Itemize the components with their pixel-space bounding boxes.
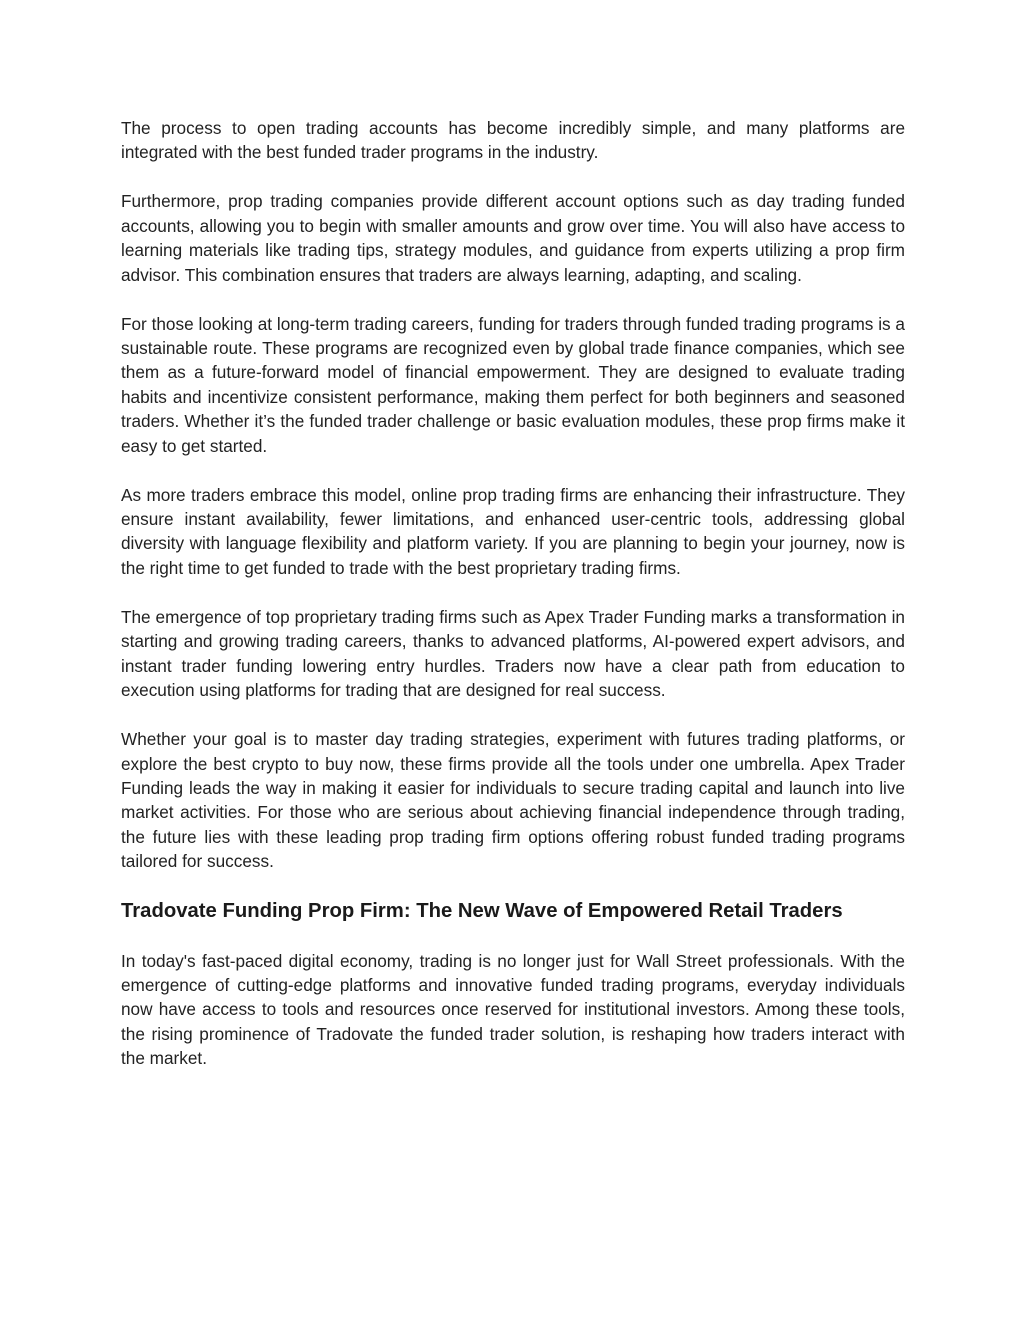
paragraph-goals: Whether your goal is to master day trading strategies, experiment with futures trading platforms, or explore the best crypto to buy now, these firms provide all the tools under one umbrella. Apex Trader Funding leads the way in making it easier for individuals to secure trading capital and launch into live market activities. For those who are serious about achieving financial independence through trading, the future lies with these leading prop trading firm options offering robust funded trading programs tailored for success. [121,729,905,872]
paragraph-open-accounts: The process to open trading accounts has become incredibly simple, and many platforms are integrated with the best funded trader programs in the industry. [121,118,905,163]
paragraph-account-options: Furthermore, prop trading companies provide different account options such as day trading funded accounts, allowing you to begin with smaller amounts and grow over time. You will also have access to learning materials like trading tips, strategy modules, and guidance from experts utilizing a prop firm advisor. This combination ensures that traders are always learning, adapting, and scaling. [121,191,905,285]
document-page [121,116,905,1095]
paragraph-long-term-careers: For those looking at long-term trading careers, funding for traders through funded trading programs is a sustainable route. These programs are recognized even by global trade finance companies, which see them as a future-forward model of financial empowerment. They are designed to evaluate trading habits and incentivize consistent performance, making them perfect for both beginners and seasoned traders. Whether it’s the funded trader challenge or basic evaluation modules, these prop firms make it easy to get started. [121,313,905,456]
paragraph-infrastructure: As more traders embrace this model, online prop trading firms are enhancing their infrastructure. They ensure instant availability, fewer limitations, and enhanced user-centric tools, addressing global diversity with language flexibility and platform variety. If you are planning to begin your journey, now is the right time to get funded to trade with the best proprietary trading firms. [121,484,905,578]
paragraph-digital-economy: In today's fast-paced digital economy, trading is no longer just for Wall Street professionals. With the emergence of cutting-edge platforms and innovative funded trading programs, everyday individuals now have access to tools and resources once reserved for institutional investors. Among these tools, the rising prominence of Tradovate the funded trader solution, is reshaping how traders interact with the market. [121,950,905,1069]
section-heading: Tradovate Funding Prop Firm: The New Wave of Empowered Retail Traders [121,900,843,923]
paragraph-emergence-firms: The emergence of top proprietary trading firms such as Apex Trader Funding marks a transformation in starting and growing trading careers, thanks to advanced platforms, AI-powered expert advisors, and instant trader funding lowering entry hurdles. Traders now have a clear path from education to execution using platforms for trading that are designed for real success. [121,606,905,701]
